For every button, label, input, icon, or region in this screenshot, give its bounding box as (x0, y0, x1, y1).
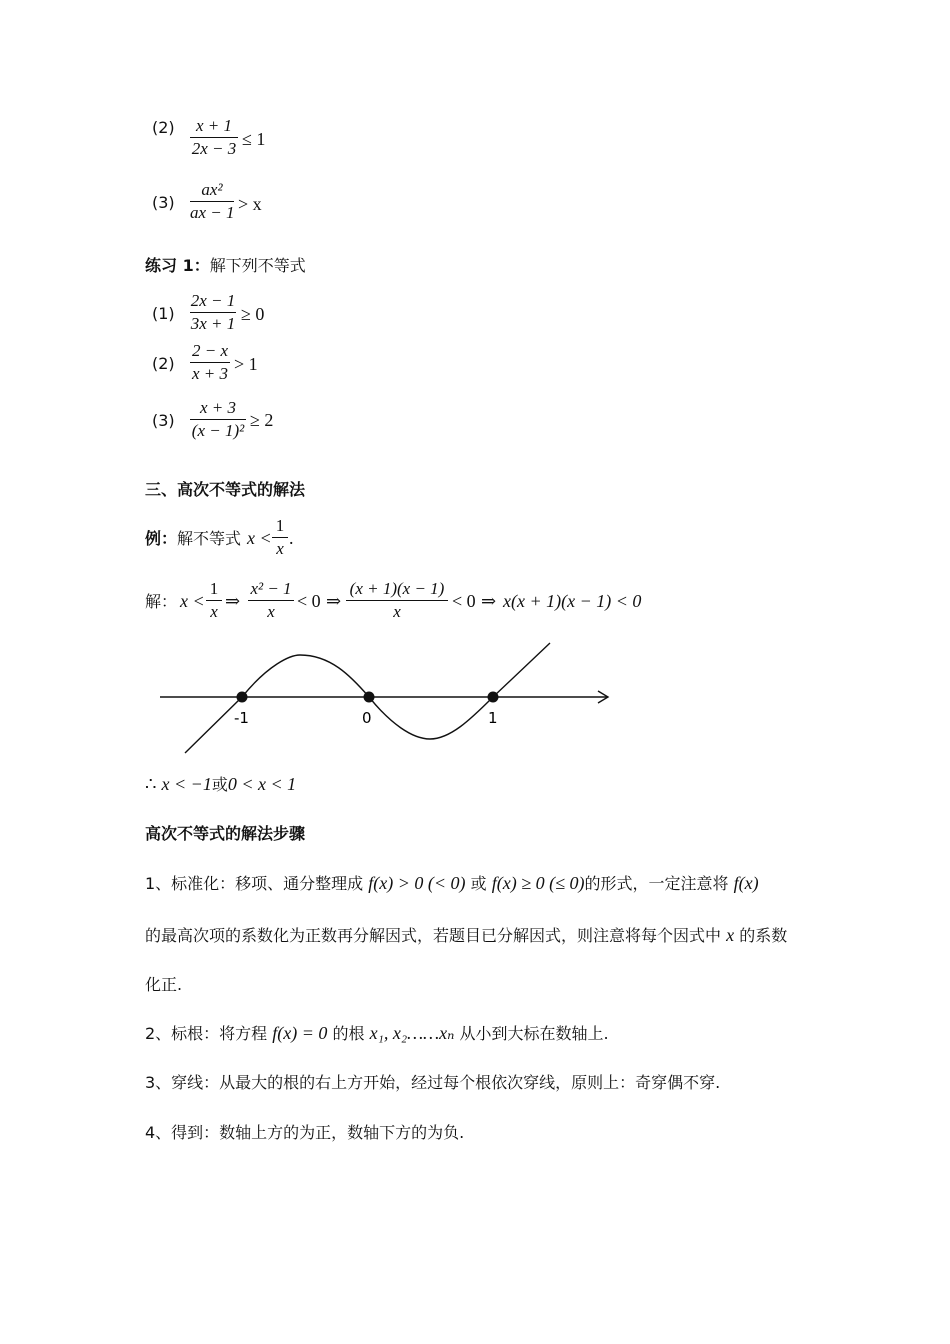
problem-3 (152, 193, 175, 212)
numerator: x² − 1 (250, 579, 292, 598)
fraction (248, 579, 294, 622)
exercise-desc: 解下列不等式 (209, 256, 306, 275)
section-title: 三、高次不等式的解法 (145, 480, 306, 499)
denominator: x (267, 602, 275, 621)
step-text: 的根 (332, 1024, 365, 1043)
denominator: 3x + 1 (190, 314, 236, 333)
step-math: f(x) = 0 (272, 1023, 328, 1043)
step-text: 的系数 (739, 926, 788, 945)
denominator: x (210, 602, 218, 621)
fraction (190, 116, 238, 159)
step-math: f(x) > 0 (< 0) (368, 873, 466, 893)
solution-p3: < 0 (452, 591, 476, 611)
item-label: (2) (152, 354, 175, 373)
step-3: 3、穿线：从最大的根的右上方开始，经过每个根依次穿线，原则上：奇穿偶不穿. (145, 1073, 721, 1092)
step-1-line-1 (145, 873, 759, 894)
step-1-line-2 (145, 925, 787, 946)
exercise-heading (145, 256, 306, 276)
root-label: -1 (234, 709, 249, 727)
step-text: 或 (470, 874, 487, 893)
relation: ≥ 0 (241, 304, 265, 324)
fraction (190, 291, 236, 334)
step-text: 1、标准化：移项、通分整理成 (145, 874, 364, 893)
conclusion-expr-1: x < −1 (161, 774, 212, 794)
step-4: 4、得到：数轴上方的为正，数轴下方的为负. (145, 1123, 465, 1142)
implies-arrow: ⇒ (326, 591, 342, 611)
step-math: f(x) (733, 873, 759, 893)
root-label: 0 (362, 709, 372, 727)
conclusion-expr-2: 0 < x < 1 (227, 774, 297, 794)
fraction (272, 516, 288, 559)
exercise-title: 练习 1： (145, 256, 210, 275)
root-label: 1 (488, 709, 498, 727)
denominator: (x − 1)² (191, 421, 245, 440)
implies-arrow: ⇒ (225, 591, 241, 611)
steps-title: 高次不等式的解法步骤 (145, 824, 306, 843)
solution-p2: < 0 (297, 591, 321, 611)
denominator: x (276, 539, 284, 558)
numerator: 1 (209, 579, 219, 598)
relation: > x (238, 194, 262, 214)
fraction (346, 579, 448, 622)
step-math: x (726, 925, 735, 945)
sign-chart-graph (150, 635, 620, 765)
relation: > 1 (234, 354, 258, 374)
item-label: (3) (152, 193, 175, 212)
numerator: x + 3 (199, 398, 237, 417)
step-text: 的形式，一定注意将 (584, 874, 729, 893)
conclusion (145, 774, 296, 795)
step-text: 的最高次项的系数化为正数再分解因式，若题目已分解因式，则注意将每个因式中 (145, 926, 722, 945)
root-point (488, 692, 499, 703)
example-end: . (289, 528, 294, 548)
step-1-line-3: 化正. (145, 975, 183, 994)
example-lhs: x < (247, 528, 272, 548)
solution-p1: x < (180, 591, 205, 611)
fraction (190, 398, 246, 441)
solution-label: 解： (145, 592, 178, 611)
numerator: (x + 1)(x − 1) (349, 579, 445, 598)
problem-2 (152, 118, 175, 137)
relation: ≤ 1 (242, 129, 266, 149)
example-text: 解不等式 (177, 529, 242, 548)
denominator: ax − 1 (190, 203, 235, 222)
item-label: (2) (152, 118, 175, 137)
numerator: x + 1 (195, 116, 233, 135)
root-point (237, 692, 248, 703)
root-point (364, 692, 375, 703)
denominator: 2x − 3 (191, 139, 237, 158)
numerator: 2x − 1 (190, 291, 236, 310)
fraction (190, 180, 234, 223)
step-text: 从小到大标在数轴上. (459, 1024, 609, 1043)
example-line (145, 529, 241, 549)
therefore-symbol: ∴ (145, 774, 157, 794)
step-2 (145, 1023, 609, 1044)
fraction (190, 341, 230, 384)
numerator: 1 (275, 516, 285, 535)
example-label: 例： (145, 529, 178, 548)
fraction (206, 579, 222, 622)
step-math: x₁, x₂……xₙ (369, 1023, 455, 1043)
relation: ≥ 2 (250, 410, 274, 430)
numerator: ax² (201, 180, 223, 199)
item-label: (1) (152, 304, 175, 323)
step-text: 2、标根：将方程 (145, 1024, 268, 1043)
step-math: f(x) ≥ 0 (≤ 0) (491, 873, 585, 893)
numerator: 2 − x (191, 341, 229, 360)
solution-p4: x(x + 1)(x − 1) < 0 (503, 591, 642, 611)
implies-arrow: ⇒ (481, 591, 497, 611)
denominator: x + 3 (191, 364, 229, 383)
item-label: (3) (152, 411, 175, 430)
conclusion-or: 或 (211, 775, 228, 794)
denominator: x (393, 602, 401, 621)
